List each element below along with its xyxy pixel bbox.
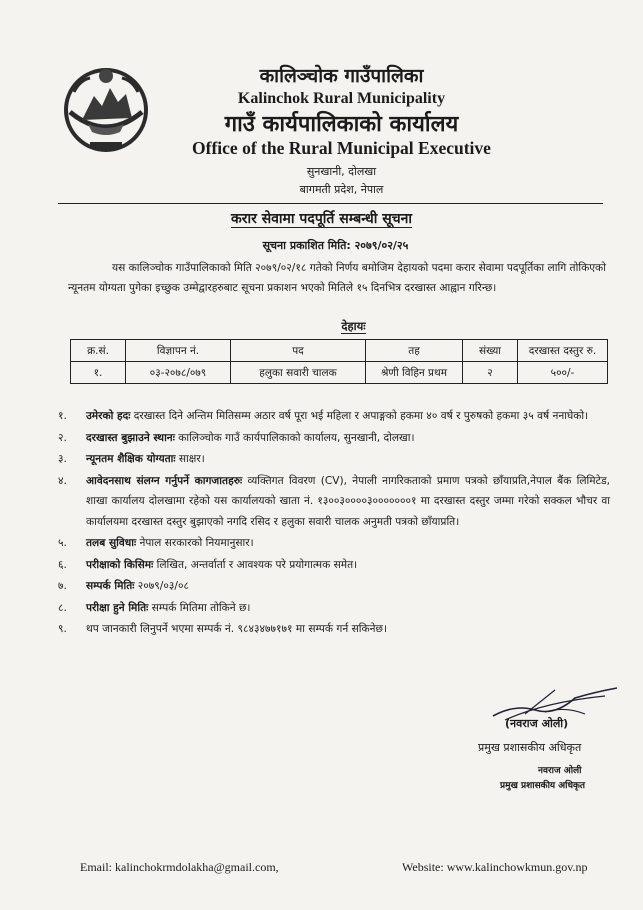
address-line-2: बागमती प्रदेश, नेपाल [299, 183, 384, 196]
list-item: ५. तलब सुविधाः नेपाल सरकारको नियमानुसार। [58, 537, 254, 549]
intro-paragraph: यस कालिञ्चोक गाउँपालिकाको मिति २०७९/०२/१८ गतेको निर्णय बमोजिम देहायको पदमा करार सेवामा पदपूर्तिका लागि तोकिएको न्यूनतम योग्यता पुगेका इच्छुक उम्मेद्वारहरुबाट सूचना प्रकाशन भएको मितिले १५ दिनभित्र दरखास्त आह्वान गरिन्छ। [68, 262, 606, 294]
footer-email: Email: kalinchokrmdolakha@gmail.com, [80, 860, 279, 874]
list-item: ९. थप जानकारी लिनुपर्ने भएमा सम्पर्क नं. ९८४३४७७१७१ मा सम्पर्क गर्न सकिनेछ। [58, 623, 387, 635]
cell-count: २ [463, 362, 518, 384]
list-item: ४. आवेदनसाथ संलग्न गर्नुपर्ने कागजातहरुः व्यक्तिगत विवरण (CV), नेपाली नागरिकताको प्रमाण पत्रको छाँयाप्रति,नेपाल बैंक लिमिटेड, शाखा कार्यालय दोलखामा रहेको यस कार्यालयको खाता नं. १३००३००००३०००००००१ मा दरखास्त दस्तुर जम्मा गरेको सक्कल भौचर वा कार्यालयमा दरखास्त दस्तुर बुझाएको नगदि रसिद र हलुका सवारी चालक अनुमती पत्रको छाँयाप्रति। [58, 474, 611, 528]
municipality-name-nepali: कालिञ्चोक गाउँपालिका [259, 65, 424, 87]
signatory-title: प्रमुख प्रशासकीय अधिकृत [478, 741, 582, 754]
table-row [71, 362, 608, 384]
header-post: पद [231, 340, 366, 362]
cell-fee: ५००/- [518, 362, 608, 384]
header-ad-no: विज्ञापन नं. [126, 340, 231, 362]
table-header-row [71, 340, 608, 362]
list-item: १. उमेरको हदः दरखास्त दिने अन्तिम मितिसम्म अठार वर्ष पूरा भई महिला र अपाङ्गको हकमा ४० वर्ष र पुरुषको हकमा ३५ वर्ष ननाघेको। [58, 410, 589, 422]
header-sn: क्र.सं. [71, 340, 126, 362]
list-item: २. दरखास्त बुझाउने स्थानः कालिञ्चोक गाउँ कार्यपालिकाको कार्यालय, सुनखानी, दोलखा। [58, 431, 415, 444]
cell-sn: १. [71, 362, 126, 384]
list-item: ३. न्यूनतम शैक्षिक योग्यताः साक्षर। [58, 453, 205, 465]
details-heading: देहायः [341, 319, 366, 333]
header-level: तह [366, 340, 463, 362]
list-item: ७. सम्पर्क मितिः २०७९/०३/०८ [58, 580, 189, 592]
header-divider [58, 203, 603, 204]
cell-post: हलुका सवारी चालक [231, 362, 366, 384]
address-line-1: सुनखानी, दोलखा [306, 165, 377, 178]
vacancy-table [70, 339, 608, 384]
letterhead [0, 62, 643, 197]
office-name-nepali: गाउँ कार्यपालिकाको कार्यालय [224, 112, 459, 137]
municipality-name-english: Kalinchok Rural Municipality [237, 90, 446, 107]
header-count: संख्या [463, 340, 518, 362]
office-name-english: Office of the Rural Municipal Executive [192, 138, 491, 158]
published-date: सूचना प्रकाशित मिति: २०७९/०२/२५ [262, 239, 409, 252]
cell-ad-no: ०३-२०७८/०७९ [126, 362, 231, 384]
stamp-name: नवराज ओली [538, 766, 582, 776]
requirements-list [58, 406, 610, 641]
list-item: ८. परीक्षा हुने मितिः सम्पर्क मितिमा तोकिने छ। [58, 601, 251, 614]
stamp-title: प्रमुख प्रशासकीय अधिकृत [500, 781, 586, 791]
notice-title: करार सेवामा पदपूर्ति सम्बन्धी सूचना [230, 211, 412, 227]
list-item: ६. परीक्षाको किसिमः लिखित, अन्तर्वार्ता र आवश्यक परे प्रयोगात्मक समेत। [58, 558, 358, 571]
header-fee: दरखास्त दस्तुर रु. [518, 340, 608, 362]
footer-website: Website: www.kalinchowkmun.gov.np [402, 860, 588, 874]
signatory-name: (नवराज ओली) [505, 717, 569, 730]
cell-level: श्रेणी विहिन प्रथम [366, 362, 463, 384]
